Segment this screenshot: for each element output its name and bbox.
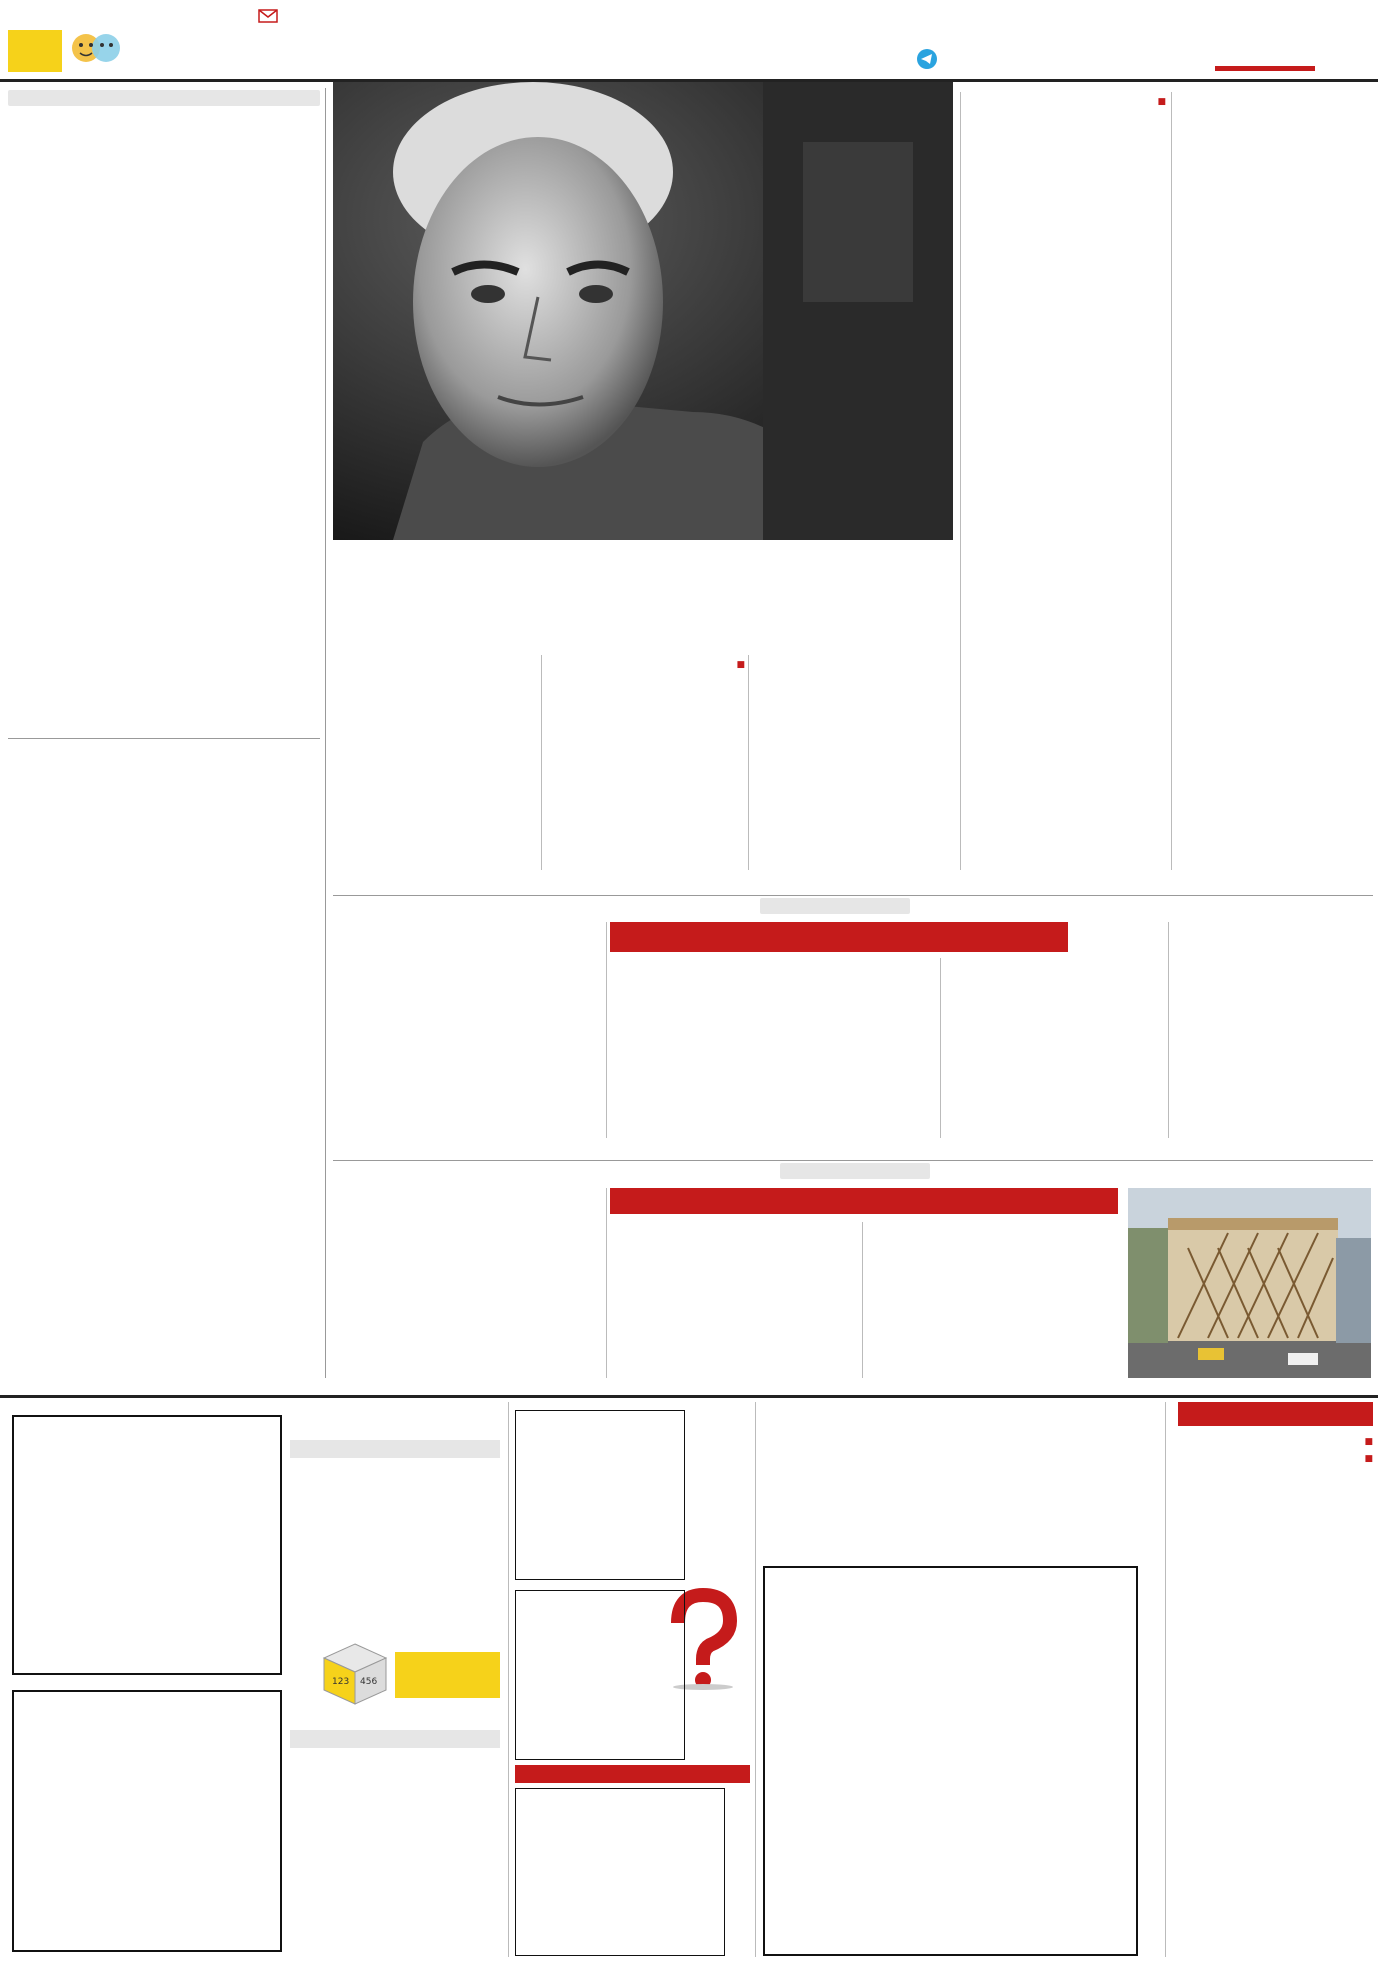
hard-solution-grid <box>515 1590 685 1760</box>
crossword-title <box>1178 1402 1373 1426</box>
easy-solution-label <box>690 1440 710 1530</box>
hard-solution-label <box>690 1590 710 1680</box>
page-number <box>8 30 62 72</box>
sudoku-hard-grid[interactable] <box>12 1690 282 1952</box>
dutch-headline <box>610 922 1068 952</box>
across-label <box>1170 1435 1373 1449</box>
designer-credit <box>728 1800 748 1950</box>
rubiks-cube-icon <box>320 1640 390 1706</box>
theater-masks-icon <box>66 26 126 70</box>
sudoku-easy-grid[interactable] <box>12 1415 282 1675</box>
sudoku-desc <box>290 1800 500 1950</box>
main-col-1 <box>1178 92 1370 870</box>
answer-grid <box>515 1788 725 1956</box>
sudoku-easy-label <box>290 1440 500 1458</box>
header-bar <box>0 0 1378 82</box>
main-col-5 <box>333 655 538 870</box>
answer-label <box>515 1765 750 1783</box>
telegram-icon <box>916 48 938 70</box>
shoe-building-photo <box>1128 1188 1371 1378</box>
easy-solution-grid <box>515 1410 685 1580</box>
side-body <box>8 140 320 732</box>
crossword-row-numbers <box>1140 1566 1160 1956</box>
main-col-3 <box>752 655 952 870</box>
dutch-kicker <box>760 898 910 914</box>
shoe-headline <box>610 1188 1118 1214</box>
shoe-col-2 <box>610 1222 860 1378</box>
shoe-col-3 <box>333 1188 603 1378</box>
down-label <box>1170 1452 1373 1466</box>
crossword-clues-across <box>1170 1432 1373 1957</box>
shoe-col-1 <box>866 1222 1118 1378</box>
shoe-kicker <box>780 1163 930 1179</box>
rules-text <box>290 1515 500 1635</box>
dutch-col-3 <box>610 958 935 1138</box>
crossword-clues-top <box>760 1408 1160 1498</box>
subhead-death <box>545 658 745 673</box>
side-body-2 <box>8 772 320 1378</box>
portrait-photo <box>333 82 953 540</box>
crossword-grid[interactable] <box>763 1566 1138 1956</box>
dutch-col-1 <box>1175 928 1370 1138</box>
subhead-training <box>966 95 1166 110</box>
main-col-4 <box>545 655 745 870</box>
side-kicker <box>8 90 320 106</box>
big-number <box>395 1652 500 1698</box>
main-col-2 <box>966 92 1166 870</box>
sudoku-hard-label <box>290 1730 500 1748</box>
crossword-col-numbers <box>760 1548 1160 1564</box>
svg-text:123: 123 <box>332 1677 350 1687</box>
email-icon <box>258 8 278 24</box>
newspaper-logo <box>1215 14 1373 76</box>
dutch-col-2 <box>945 958 1065 1138</box>
svg-text:456: 456 <box>360 1677 378 1687</box>
dutch-col-4 <box>333 928 603 1138</box>
